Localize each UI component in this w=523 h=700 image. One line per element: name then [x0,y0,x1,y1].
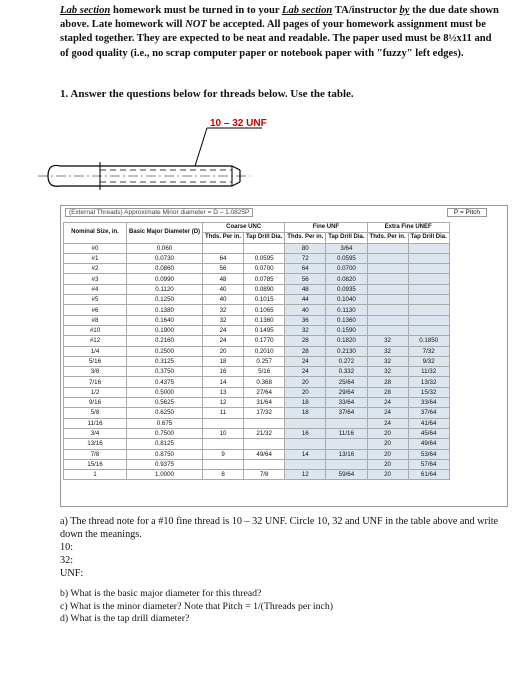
table-cell: 5/8 [64,408,127,418]
table-cell: 13 [203,387,244,397]
table-cell: 0.8125 [127,439,203,449]
table-cell: 7/8 [244,470,285,480]
table-cell [244,243,285,253]
table-cell: #1 [64,253,127,263]
table-row [64,408,450,418]
table-cell: 20 [367,439,408,449]
table-cell: 11 [203,408,244,418]
table-cell: #12 [64,336,127,346]
table-cell: #8 [64,315,127,325]
table-cell [408,295,449,305]
table-cell: 0.0890 [244,284,285,294]
table-cell: 32 [367,336,408,346]
table-caption: (External Threads) Approximate Minor diameter = D – 1.0825P [65,208,253,217]
table-cell: 24 [367,418,408,428]
table-row [64,315,450,325]
table-cell [285,418,326,428]
homework-instructions: Lab section homework must be turned in to your Lab section TA/instructor by the due date shown above. Late homework will NOT be accepted. All pages of your homework assignment must be stapled together. They are expected to be neat and readable. The paper used must be 8½x11 and of good quality (i.e., no scrap computer paper or notebook paper with "fuzzy" left edges). [60,5,499,59]
table-cell: 0.2010 [244,346,285,356]
table-cell [408,274,449,284]
table-cell [408,305,449,315]
header-tap: Tap Drill Dia. [244,233,285,243]
table-cell: 37/64 [408,408,449,418]
table-cell: 0.0935 [326,284,367,294]
table-cell: 13/32 [408,377,449,387]
table-cell: 18 [285,398,326,408]
table-cell: 0.0700 [244,264,285,274]
header-extra-fine: Extra Fine UNEF [367,223,449,233]
table-row [64,418,450,428]
table-cell: 28 [285,346,326,356]
table-cell [367,325,408,335]
table-cell: 0.272 [326,356,367,366]
table-cell: 64 [285,264,326,274]
table-cell: 56 [285,274,326,284]
table-cell: 20 [285,377,326,387]
table-cell: 48 [203,274,244,284]
table-cell: 57/64 [408,459,449,469]
table-cell: 0.368 [244,377,285,387]
table-cell: 0.0700 [326,264,367,274]
table-cell: 0.1850 [408,336,449,346]
table-cell [367,305,408,315]
table-cell: 32 [203,305,244,315]
table-cell: 0.7500 [127,428,203,438]
label-unf: UNF: [60,568,84,579]
thread-table [63,222,450,480]
table-cell: 32 [367,346,408,356]
table-cell: 0.675 [127,418,203,428]
questions-b-d [60,588,333,626]
table-cell: #3 [64,274,127,284]
table-cell: 13/16 [64,439,127,449]
table-cell: 33/64 [408,398,449,408]
table-row [64,459,450,469]
table-cell: 31/64 [244,398,285,408]
table-cell: 0.1900 [127,325,203,335]
table-cell: 7/8 [64,449,127,459]
table-cell: 18 [285,408,326,418]
table-cell: 16 [285,428,326,438]
table-cell: 0.1360 [244,315,285,325]
table-cell: 0.8750 [127,449,203,459]
table-cell: 0.1590 [326,325,367,335]
table-cell: 49/64 [244,449,285,459]
table-cell: 0.1640 [127,315,203,325]
table-cell: 28 [367,387,408,397]
table-cell: 72 [285,253,326,263]
table-cell: 44 [285,295,326,305]
table-cell: 11/16 [64,418,127,428]
table-cell: 28 [285,336,326,346]
table-cell: 5/16 [64,356,127,366]
table-cell: 29/64 [326,387,367,397]
table-cell: 64 [203,253,244,263]
table-cell: 20 [203,346,244,356]
table-cell: 3/64 [326,243,367,253]
table-cell: 40 [285,305,326,315]
header-tap: Tap Drill Dia. [326,233,367,243]
header-basic: Basic Major Diameter (D) [127,223,203,244]
table-cell: 20 [367,459,408,469]
table-cell: 0.3750 [127,367,203,377]
table-cell: 11/32 [408,367,449,377]
table-cell: 1 [64,470,127,480]
table-cell: 49/64 [408,439,449,449]
table-cell: 21/32 [244,428,285,438]
header-fine: Fine UNF [285,223,367,233]
table-cell [367,264,408,274]
lab-section-text: Lab section [60,5,111,16]
table-cell: 0.6250 [127,408,203,418]
table-cell [367,253,408,263]
table-row [64,274,450,284]
table-row [64,428,450,438]
table-cell: #10 [64,325,127,335]
table-cell [326,459,367,469]
table-cell: 1/2 [64,387,127,397]
table-cell [408,264,449,274]
table-cell [326,439,367,449]
table-cell: 0.0730 [127,253,203,263]
table-cell: 56 [203,264,244,274]
table-cell: 0.1130 [326,305,367,315]
table-cell: 41/64 [408,418,449,428]
table-cell: 10 [203,428,244,438]
table-cell: 0.1040 [326,295,367,305]
table-cell: 9 [203,449,244,459]
table-cell: 7/16 [64,377,127,387]
label-32: 32: [60,555,74,566]
table-cell: 27/64 [244,387,285,397]
table-cell: 20 [367,449,408,459]
table-cell: 40 [203,284,244,294]
table-cell [203,418,244,428]
table-cell: 0.1495 [244,325,285,335]
table-cell: 0.332 [326,367,367,377]
table-cell: 0.0595 [326,253,367,263]
table-row [64,284,450,294]
table-cell: 0.1360 [326,315,367,325]
table-cell [367,243,408,253]
table-cell: 1.0000 [127,470,203,480]
table-cell: 0.1770 [244,336,285,346]
table-cell: 32 [367,356,408,366]
table-cell: 24 [367,398,408,408]
table-row [64,346,450,356]
table-cell [408,315,449,325]
header-tap: Tap Drill Dia. [408,233,449,243]
table-cell: 0.1250 [127,295,203,305]
question-c: c) What is the minor diameter? Note that Pitch = 1/(Threads per inch) [60,600,334,612]
table-cell: 9/16 [64,398,127,408]
thread-callout-label: 10 – 32 UNF [210,118,267,129]
table-cell: 48 [285,284,326,294]
table-cell: 24 [203,336,244,346]
table-cell: 1/4 [64,346,127,356]
table-row [64,295,450,305]
table-row [64,367,450,377]
table-cell: 0.1015 [244,295,285,305]
table-cell: 20 [367,428,408,438]
question-1: 1. Answer the questions below for threads below. Use the table. [60,88,354,100]
table-cell: 7/32 [408,346,449,356]
table-cell: 0.5625 [127,398,203,408]
table-cell [367,274,408,284]
table-cell: 33/64 [326,398,367,408]
pitch-note: P = Pitch [447,208,487,217]
table-cell: 0.060 [127,243,203,253]
table-cell [367,315,408,325]
table-row [64,387,450,397]
table-cell: 0.4375 [127,377,203,387]
table-cell: 5/16 [244,367,285,377]
table-row [64,398,450,408]
table-cell: 61/64 [408,470,449,480]
table-cell [408,243,449,253]
table-cell: 0.5000 [127,387,203,397]
table-cell: 0.1065 [244,305,285,315]
table-cell: 36 [285,315,326,325]
table-cell: 16 [203,367,244,377]
table-cell: 0.0785 [244,274,285,284]
table-row [64,253,450,263]
table-row [64,264,450,274]
table-cell [203,243,244,253]
question-a [60,515,505,580]
table-cell: 24 [285,356,326,366]
table-cell: 0.0820 [326,274,367,284]
question-a-text: a) The thread note for a #10 fine thread is 10 – 32 UNF. Circle 10, 32 and UNF in the table above and write down the meanings. [60,516,499,540]
table-cell: 24 [285,367,326,377]
table-cell: 3/8 [64,367,127,377]
table-cell [367,284,408,294]
header-coarse: Coarse UNC [203,223,285,233]
table-cell: 24 [203,325,244,335]
table-cell: 0.2500 [127,346,203,356]
table-cell: 0.2160 [127,336,203,346]
table-cell [244,418,285,428]
table-cell: 0.1380 [127,305,203,315]
table-cell: #0 [64,243,127,253]
table-cell: #5 [64,295,127,305]
table-cell: 28 [367,377,408,387]
table-cell [203,459,244,469]
header-nominal: Nominal Size, in. [64,223,127,244]
table-cell: 15/16 [64,459,127,469]
question-b: b) What is the basic major diameter for this thread? [60,588,262,599]
table-cell: 32 [203,315,244,325]
table-cell [244,439,285,449]
table-row [64,336,450,346]
table-cell: 0.0990 [127,274,203,284]
table-cell: 14 [285,449,326,459]
table-row [64,243,450,253]
header-thds: Thds. Per in. [285,233,326,243]
table-cell: #6 [64,305,127,315]
question-d: d) What is the tap drill diameter? [60,613,190,624]
table-cell: 53/64 [408,449,449,459]
label-10: 10: [60,542,74,553]
table-cell: 32 [285,325,326,335]
table-cell: 18 [203,356,244,366]
table-cell: 13/16 [326,449,367,459]
table-cell: 3/4 [64,428,127,438]
table-cell: 8 [203,470,244,480]
table-cell: 0.3125 [127,356,203,366]
table-cell: 0.0860 [127,264,203,274]
table-cell: 40 [203,295,244,305]
table-row [64,356,450,366]
table-row [64,470,450,480]
table-cell [285,439,326,449]
table-cell: 0.2130 [326,346,367,356]
table-row [64,305,450,315]
table-cell: 0.1820 [326,336,367,346]
table-cell: 12 [285,470,326,480]
table-cell [408,253,449,263]
table-cell [244,459,285,469]
table-cell: 0.9375 [127,459,203,469]
table-cell: 24 [367,408,408,418]
table-cell: 25/64 [326,377,367,387]
table-cell [326,418,367,428]
table-cell: 0.0595 [244,253,285,263]
table-cell: #2 [64,264,127,274]
table-cell: 11/16 [326,428,367,438]
table-cell: 12 [203,398,244,408]
table-cell [203,439,244,449]
table-row [64,377,450,387]
bolt-drawing [0,0,523,210]
table-cell: 20 [367,470,408,480]
table-cell: 37/64 [326,408,367,418]
table-cell [408,325,449,335]
table-cell: 17/32 [244,408,285,418]
header-thds: Thds. Per in. [203,233,244,243]
table-row [64,439,450,449]
table-cell: 59/64 [326,470,367,480]
table-cell: #4 [64,284,127,294]
table-cell: 14 [203,377,244,387]
table-cell: 0.1120 [127,284,203,294]
table-row [64,449,450,459]
table-cell: 9/32 [408,356,449,366]
table-cell: 0.257 [244,356,285,366]
table-cell [367,295,408,305]
thread-table-panel [60,205,508,507]
table-cell: 15/32 [408,387,449,397]
table-cell [285,459,326,469]
header-thds: Thds. Per in. [367,233,408,243]
table-row [64,325,450,335]
table-cell: 20 [285,387,326,397]
table-cell: 45/64 [408,428,449,438]
table-cell: 80 [285,243,326,253]
table-cell: 32 [367,367,408,377]
table-cell [408,284,449,294]
